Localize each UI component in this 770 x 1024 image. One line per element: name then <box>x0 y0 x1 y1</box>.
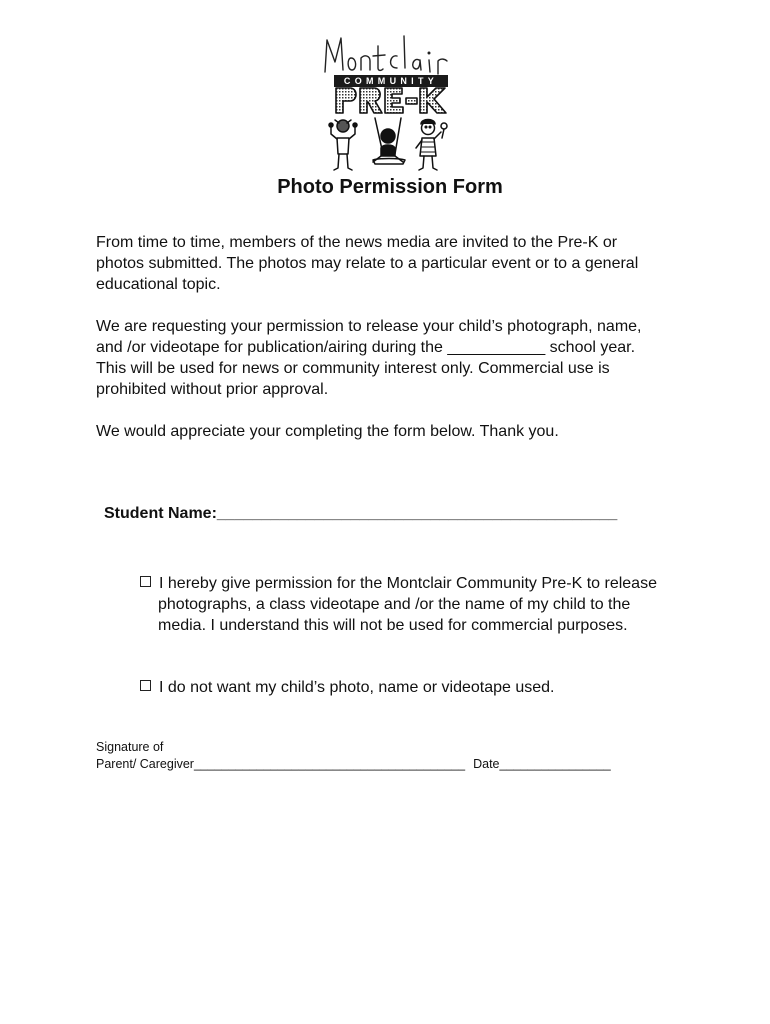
decline-option-text: I do not want my child’s photo, name or videotape used. <box>159 679 555 696</box>
intro-paragraph <box>96 232 696 295</box>
permission-option-line: photographs, a class videotape and /or the name of my child to the <box>158 596 631 613</box>
request-line: prohibited without prior approval. <box>96 381 329 398</box>
community-banner: COMMUNITY <box>334 75 448 87</box>
signature-label: Signature of <box>96 740 164 754</box>
date-field[interactable]: Date________________ <box>473 757 611 771</box>
request-line: We are requesting your permission to release your child’s photograph, name, <box>96 318 642 335</box>
signature-field[interactable]: Parent/ Caregiver_______________________________________ <box>96 757 466 771</box>
pre-k-logo-text <box>333 85 451 115</box>
intro-line: From time to time, members of the news media are invited to the Pre-K or <box>96 234 618 251</box>
closing-text: We would appreciate your completing the form below. Thank you. <box>96 423 559 440</box>
permission-option-line: media. I understand this will not be used for commercial purposes. <box>158 617 628 634</box>
request-line: This will be used for news or community interest only. Commercial use is <box>96 360 610 377</box>
student-name-field[interactable]: Student Name:_____________________________________________ <box>104 505 618 522</box>
intro-line: photos submitted. The photos may relate to a particular event or to a general <box>96 255 639 272</box>
request-line: and /or videotape for publication/airing during the ___________ school year. <box>96 339 636 356</box>
form-title: Photo Permission Form <box>277 176 503 198</box>
decline-checkbox[interactable] <box>140 680 151 691</box>
kids-illustration <box>323 116 453 174</box>
montclair-pre-k-logo <box>315 28 460 173</box>
request-paragraph <box>96 316 696 400</box>
intro-line: educational topic. <box>96 276 221 293</box>
montclair-script-logo <box>321 28 456 76</box>
permission-checkbox[interactable] <box>140 576 151 587</box>
permission-option-line: I hereby give permission for the Montclair Community Pre-K to release <box>159 575 657 592</box>
decline-option <box>140 677 555 698</box>
permission-option <box>140 573 657 636</box>
signature-block <box>96 739 611 773</box>
